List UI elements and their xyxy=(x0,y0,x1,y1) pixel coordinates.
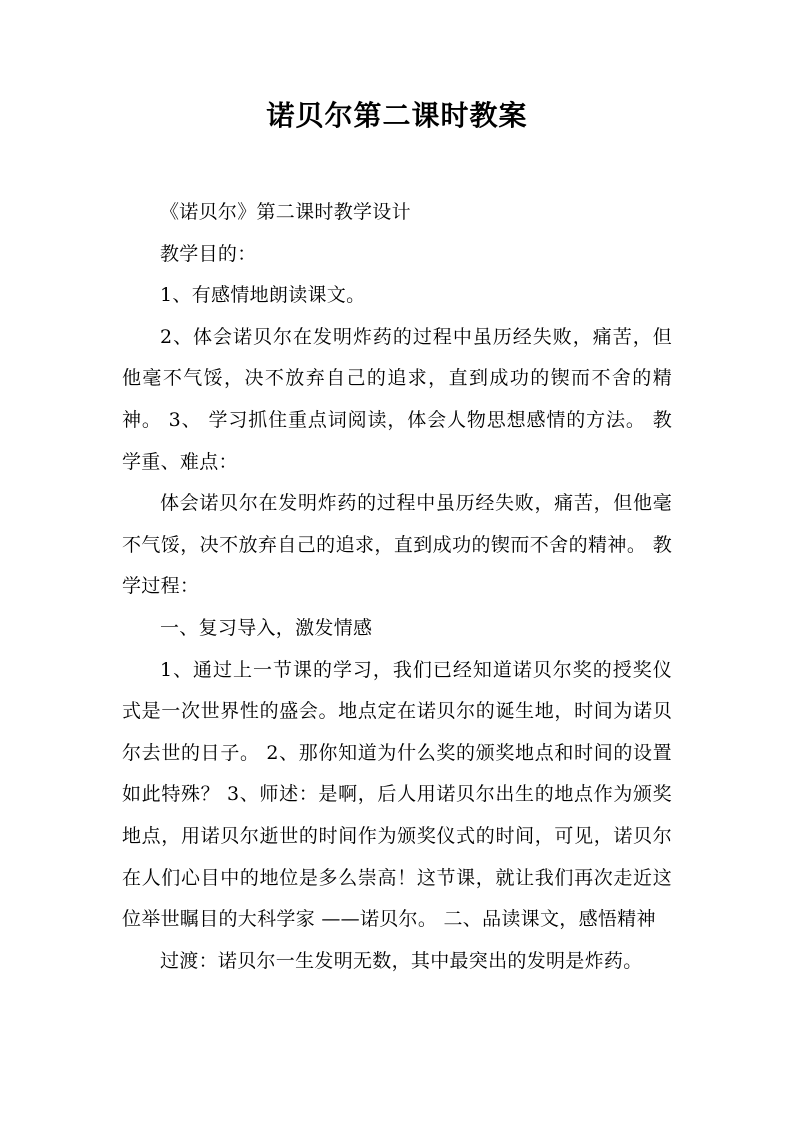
paragraph-review: 1、通过上一节课的学习，我们已经知道诺贝尔奖的授奖仪式是一次世界性的盛会。地点定在诺贝尔的诞生地，时间为诺贝尔去世的日子。 2、那你知道为什么奖的颁奖地点和时间的设置如此特殊？ 3、师述：是啊，后人用诺贝尔出生的地点作为颁奖地点，用诺贝尔逝世的时间作为颁奖仪式的时间，可见，诺贝尔在人们心目中的地位是多么崇高！这节课，就让我们再次走近这位举世瞩目的大科学家 ——诺贝尔。 二、品读课文，感悟精神 xyxy=(122,658,672,931)
paragraph-objective-2: 2、体会诺贝尔在发明炸药的过程中虽历经失败，痛苦，但他毫不气馁，决不放弃自己的追求，直到成功的锲而不舍的精神。 3、 学习抓住重点词阅读，体会人物思想感情的方法。 教学重、难点： xyxy=(122,325,672,473)
paragraph-transition: 过渡：诺贝尔一生发明无数，其中最突出的发明是炸药。 xyxy=(160,949,643,972)
paragraph-objective-1: 1、有感情地朗读课文。 xyxy=(160,284,366,307)
paragraph-section-1-heading: 一、复习导入，激发情感 xyxy=(160,616,373,639)
paragraph-key-points: 体会诺贝尔在发明炸药的过程中虽历经失败，痛苦，但他毫不气馁，决不放弃自己的追求，直到成功的锲而不舍的精神。 教学过程： xyxy=(122,492,672,598)
document-body xyxy=(122,192,672,982)
document-title: 诺贝尔第二课时教案 xyxy=(266,99,528,132)
paragraph-objectives-heading: 教学目的： xyxy=(160,242,257,265)
paragraph-subtitle: 《诺贝尔》第二课时教学设计 xyxy=(160,201,411,223)
